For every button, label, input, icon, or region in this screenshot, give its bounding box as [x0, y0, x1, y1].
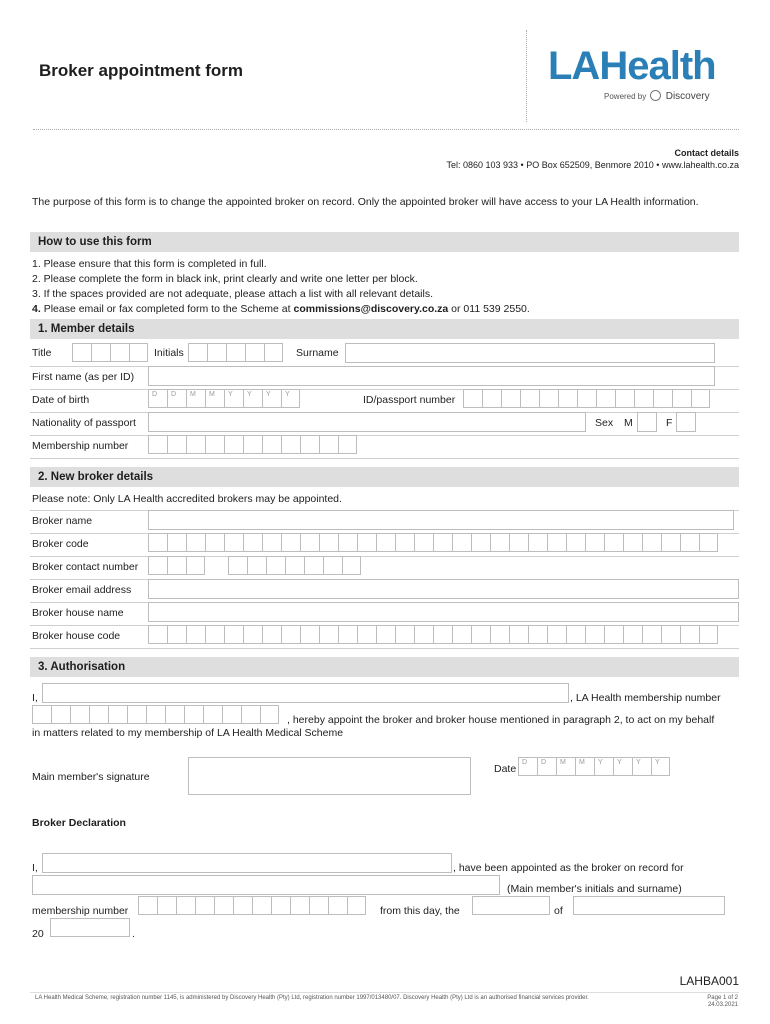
signature-label: Main member's signature — [32, 771, 150, 783]
date-digit-box[interactable]: Y — [613, 757, 632, 776]
broker-name-input[interactable] — [148, 510, 734, 530]
id-boxes[interactable] — [463, 389, 710, 408]
initials-boxes[interactable] — [188, 343, 283, 362]
footer-date: 24.03.2021 — [707, 1002, 738, 1008]
title-label: Title — [32, 347, 52, 359]
membership-boxes[interactable] — [148, 435, 357, 454]
howto-item: 3. If the spaces provided are not adequate, please attach a list with all relevant details. — [32, 288, 433, 300]
declaration-appointed-text: , have been appointed as the broker on record for — [453, 862, 684, 874]
surname-input[interactable] — [345, 343, 715, 363]
auth-appoint-text: , hereby appoint the broker and broker house mentioned in paragraph 2, to act on my behalf — [287, 714, 715, 726]
broker-email-input[interactable] — [148, 579, 739, 599]
first-name-input[interactable] — [148, 366, 715, 386]
declaration-membership-boxes[interactable] — [138, 896, 366, 915]
auth-membership-text: , LA Health membership number — [570, 692, 721, 704]
date-digit-box[interactable]: Y — [594, 757, 613, 776]
nationality-label: Nationality of passport — [32, 417, 136, 429]
auth-date-boxes[interactable] — [518, 757, 670, 776]
dob-boxes[interactable] — [148, 389, 300, 408]
sex-female-box[interactable] — [676, 412, 696, 432]
date-digit-box[interactable]: D — [167, 389, 186, 408]
declaration-member-input[interactable] — [32, 875, 500, 895]
date-digit-box[interactable]: Y — [281, 389, 300, 408]
la-health-logo — [548, 44, 728, 104]
authorisation-header: 3. Authorisation — [30, 657, 739, 677]
declaration-month-input[interactable] — [573, 896, 725, 915]
declaration-title: Broker Declaration — [32, 817, 126, 829]
declaration-initials-text: (Main member's initials and surname) — [507, 883, 682, 895]
declaration-year-prefix: 20 — [32, 928, 44, 940]
howto-list — [32, 257, 530, 317]
nationality-input[interactable] — [148, 412, 586, 432]
auth-date-label: Date — [494, 763, 517, 775]
date-digit-box[interactable]: Y — [262, 389, 281, 408]
broker-code-label: Broker code — [32, 538, 89, 550]
membership-label: Membership number — [32, 440, 129, 452]
howto-item: 2. Please complete the form in black ink, print clearly and write one letter per block. — [32, 273, 418, 285]
broker-house-name-input[interactable] — [148, 602, 739, 622]
logo-discovery: Discovery — [665, 91, 710, 102]
declaration-of-text: of — [554, 905, 563, 917]
broker-contact-number-boxes[interactable] — [228, 556, 361, 575]
broker-house-code-boxes[interactable] — [148, 625, 718, 644]
discovery-icon — [650, 90, 661, 101]
initials-label: Initials — [154, 347, 184, 359]
email-link[interactable]: commissions@discovery.co.za — [293, 303, 449, 315]
contact-line: Tel: 0860 103 933 • PO Box 652509, Benmore 2010 • www.lahealth.co.za — [446, 160, 739, 170]
date-digit-box[interactable]: D — [537, 757, 556, 776]
howto-header: How to use this form — [30, 232, 739, 252]
auth-i: I, — [32, 692, 38, 704]
declaration-day-input[interactable] — [472, 896, 550, 915]
intro-text: The purpose of this form is to change the appointed broker on record. Only the appointed broker will have access to your LA Health information. — [32, 196, 699, 208]
date-digit-box[interactable]: Y — [651, 757, 670, 776]
auth-name-input[interactable] — [42, 683, 569, 703]
logo-powered-by: Powered by — [604, 92, 647, 101]
date-digit-box[interactable]: Y — [224, 389, 243, 408]
header-vertical-divider — [526, 30, 527, 122]
howto-item: 1. Please ensure that this form is completed in full. — [32, 258, 267, 270]
declaration-i: I, — [32, 862, 38, 874]
date-digit-box[interactable]: Y — [243, 389, 262, 408]
title-boxes[interactable] — [72, 343, 148, 362]
date-digit-box[interactable]: M — [556, 757, 575, 776]
broker-house-name-label: Broker house name — [32, 607, 124, 619]
auth-appoint-text-2: in matters related to my membership of LA Health Medical Scheme — [32, 727, 344, 739]
broker-email-label: Broker email address — [32, 584, 132, 596]
form-code: LAHBA001 — [679, 974, 739, 988]
date-digit-box[interactable]: M — [205, 389, 224, 408]
broker-details-header: 2. New broker details — [30, 467, 739, 487]
sex-male-box[interactable] — [637, 412, 657, 432]
id-label: ID/passport number — [363, 394, 456, 406]
declaration-year-input[interactable] — [50, 918, 130, 937]
contact-title: Contact details — [674, 148, 739, 158]
date-digit-box[interactable]: Y — [632, 757, 651, 776]
dob-label: Date of birth — [32, 394, 90, 406]
declaration-period: . — [132, 928, 135, 940]
sex-male-label: M — [624, 417, 633, 429]
date-digit-box[interactable]: M — [575, 757, 594, 776]
logo-text: LAHealth — [548, 44, 716, 88]
date-digit-box[interactable]: M — [186, 389, 205, 408]
declaration-from-text: from this day, the — [380, 905, 460, 917]
broker-house-code-label: Broker house code — [32, 630, 121, 642]
declaration-membership-label: membership number — [32, 905, 129, 917]
broker-contact-area-boxes[interactable] — [148, 556, 205, 575]
member-details-header: 1. Member details — [30, 319, 739, 339]
broker-note: Please note: Only LA Health accredited brokers may be appointed. — [32, 493, 342, 505]
date-digit-box[interactable]: D — [148, 389, 167, 408]
first-name-label: First name (as per ID) — [32, 371, 135, 383]
page-title: Broker appointment form — [39, 61, 244, 80]
sex-female-label: F — [666, 417, 673, 429]
footer-legal: LA Health Medical Scheme, registration number 1145, is administered by Discovery Health (Pty) Ltd, registration number 1997/013480/07. Discovery Health (Pty) Ltd is an authorised financial services provider. — [35, 995, 589, 1001]
howto-item: 4. Please email or fax completed form to the Scheme at commissions@discovery.co.za or 011 539 2550. — [32, 303, 530, 315]
surname-label: Surname — [296, 347, 339, 359]
broker-code-boxes[interactable] — [148, 533, 718, 552]
header-divider — [33, 129, 739, 130]
declaration-name-input[interactable] — [42, 853, 452, 873]
sex-label: Sex — [595, 417, 614, 429]
signature-box[interactable] — [188, 757, 471, 795]
date-digit-box[interactable]: D — [518, 757, 537, 776]
broker-name-label: Broker name — [32, 515, 93, 527]
page-number: Page 1 of 2 — [707, 995, 738, 1001]
auth-membership-boxes[interactable] — [32, 705, 279, 724]
broker-contact-label: Broker contact number — [32, 561, 139, 573]
